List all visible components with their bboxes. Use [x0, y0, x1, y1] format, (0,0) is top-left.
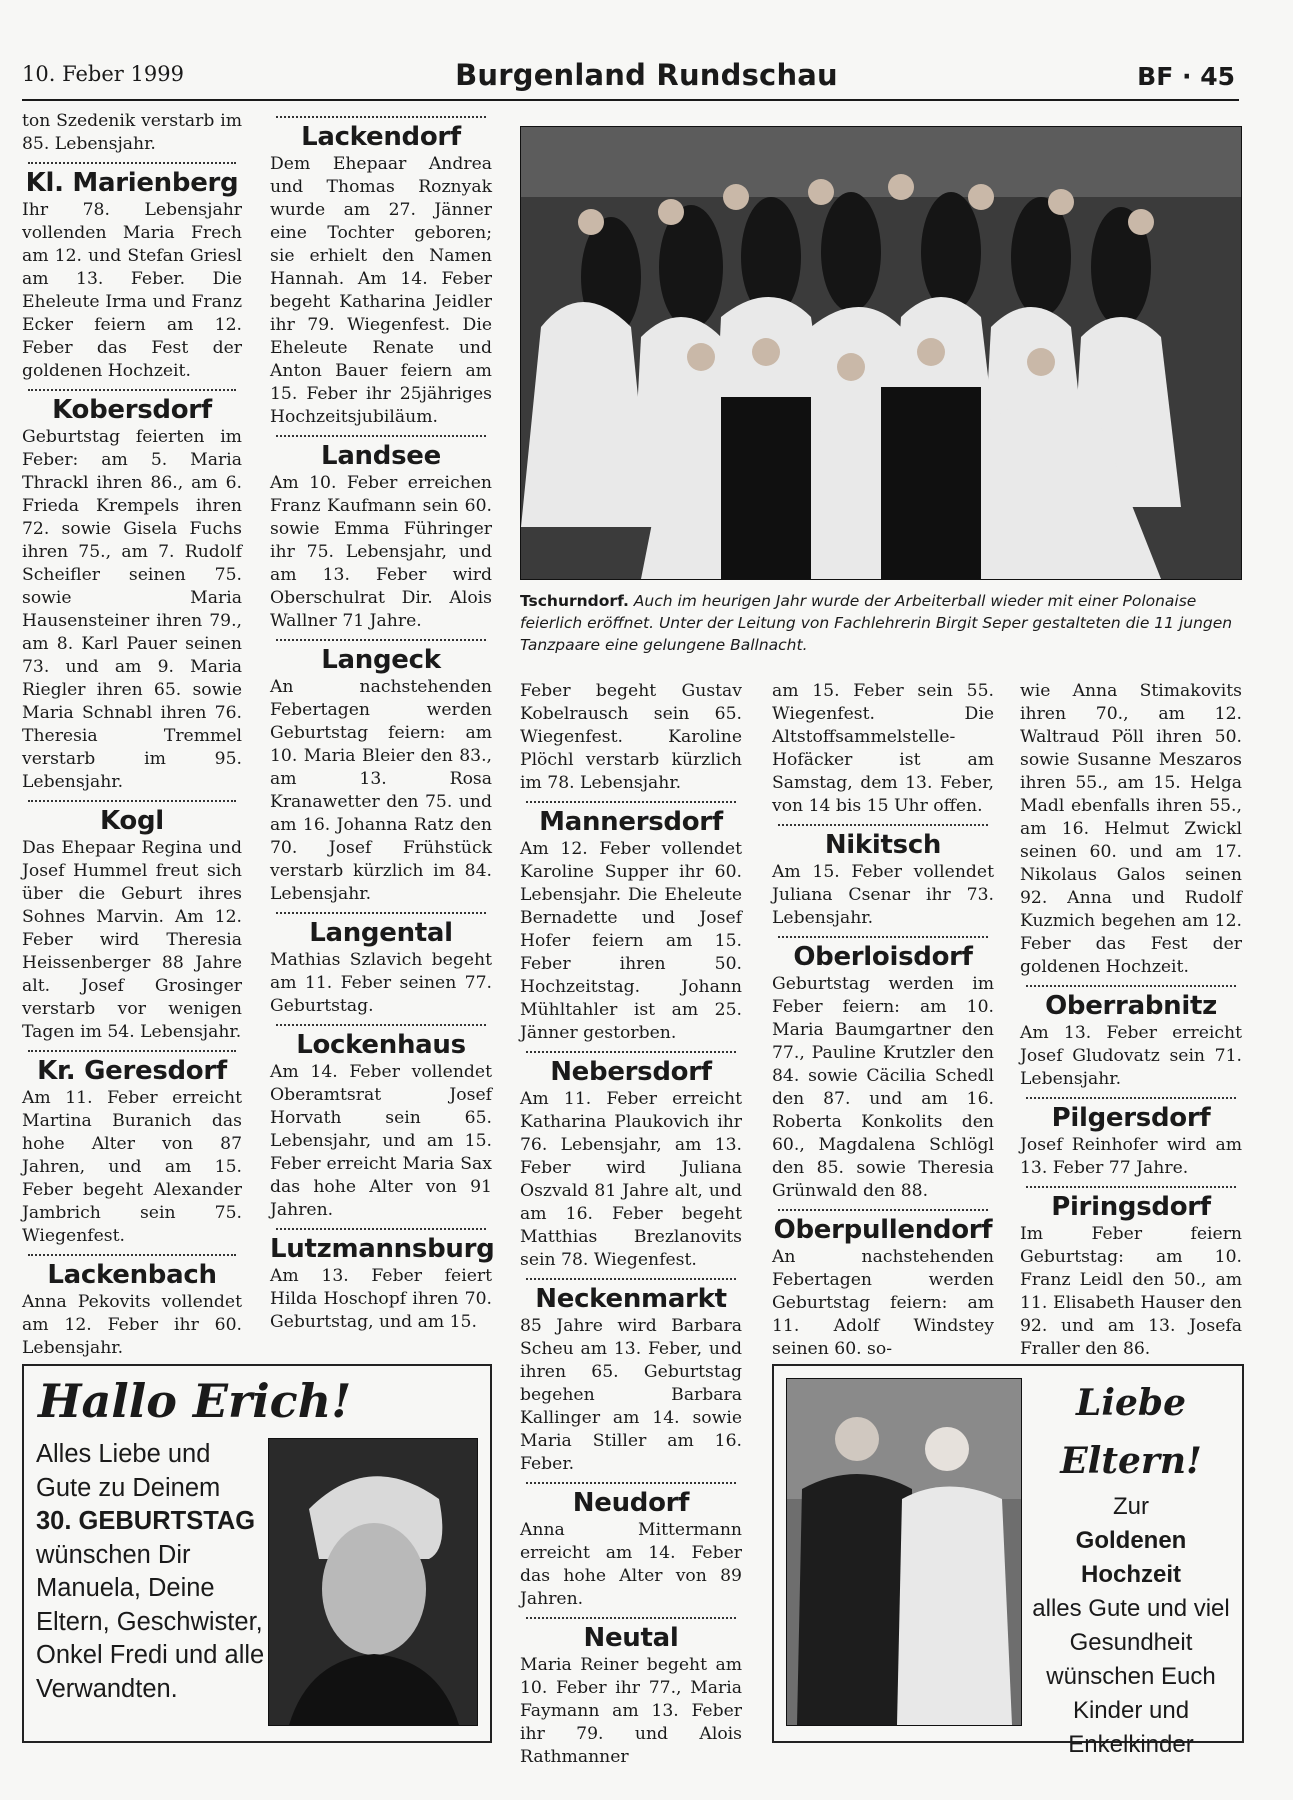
caption-text: Auch im heurigen Jahr wurde der Arbeiterball wieder mit einer Polonaise feierlich eröffnet. Unter der Leitung von Fachlehrerin Birgit Seper gestalteten die 11 jungen Tanzpaare eine gelungene Ballnacht. [520, 592, 1233, 654]
town-notice-text: Geburtstag werden im Feber feiern: am 10. Maria Baumgartner den 77., Pauline Krutzler den 84. sowie Cäcilia Schedl den 87. und am 16. Roberta Konkolits den 60., Magdalena Schlögl den 85. sowie Theresia Grünwald den 88. [772, 974, 994, 1201]
dotted-separator [526, 1278, 736, 1280]
dotted-separator [28, 162, 236, 164]
newspaper-title: Burgenland Rundschau [455, 58, 838, 92]
column-1 [22, 110, 242, 1360]
birthday-ad-line3: wünschen Dir Manuela, Deine Eltern, Geschwister, Onkel Fredi und alle Verwandten. [36, 1540, 265, 1703]
birthday-ad-headline: Hallo Erich! [38, 1374, 352, 1428]
town-notice-text: Am 13. Feber feiert Hilda Hoschopf ihren 70. Geburtstag, und am 15. [270, 1266, 492, 1332]
town-heading: Mannersdorf [539, 807, 723, 837]
town-notice-text: An nachstehenden Febertagen werden Geburtstag feiern: am 10. Maria Bleier den 83., am 13. Rosa Kranawetter den 75. und am 16. Johanna Ratz den 70. Josef Frühstück verstarb kürzlich im 84. Lebensjahr. [270, 677, 492, 904]
town-notice-text: am 15. Feber sein 55. Wiegenfest. Die Altstoffsammelstelle-Hofäcker ist am Samstag, dem 13. Feber, von 14 bis 15 Uhr offen. [772, 681, 994, 816]
dotted-separator [276, 435, 486, 437]
town-heading: Lutzmannsburg [270, 1234, 495, 1264]
photo-caption [520, 590, 1242, 656]
dotted-separator [1026, 1186, 1236, 1188]
column-5 [1020, 680, 1242, 1361]
town-heading: Kobersdorf [52, 395, 212, 425]
town-heading: Kogl [100, 806, 164, 836]
town-notice-text: Am 12. Feber vollendet Karoline Supper ihr 60. Lebensjahr. Die Eheleute Bernadette und Josef Hofer feiern am 15. Feber ihren 50. Hochzeitstag. Johann Mühltahler ist am 25. Jänner gestorben. [520, 839, 742, 1043]
town-notice-text: Dem Ehepaar Andrea und Thomas Roznyak wurde am 27. Jänner eine Tochter geboren; sie erhielt den Namen Hannah. Am 14. Feber begeht Katharina Jeidler ihr 79. Wiegenfest. Die Eheleute Renate und Anton Bauer feiern am 15. Feber ihr 25jähriges Hochzeitsjubiläum. [270, 154, 492, 427]
anniversary-ad-text [1024, 1490, 1238, 1762]
town-notice-text: Anna Mittermann erreicht am 14. Feber das hohe Alter von 89 Jahren. [520, 1520, 742, 1609]
town-heading: Langental [309, 918, 453, 948]
ball-group-photo [520, 126, 1242, 580]
town-heading: Oberrabnitz [1045, 991, 1217, 1021]
town-notice-text: Am 11. Feber erreicht Katharina Plaukovich ihr 76. Lebensjahr, am 13. Feber wird Juliana Oszvald 81 Jahre alt, und am 16. Feber begeht Matthias Brezlanovits sein 78. Wiegenfest. [520, 1089, 742, 1270]
town-notice-text: 85 Jahre wird Barbara Scheu am 13. Feber, und ihren 65. Geburtstag begehen Barbara Kallinger am 14. sowie Maria Stiller am 16. Feber. [520, 1316, 742, 1474]
dotted-separator [526, 1482, 736, 1484]
dotted-separator [28, 800, 236, 802]
town-notice-text: Am 15. Feber vollendet Juliana Csenar ihr 73. Lebensjahr. [772, 862, 994, 928]
anniversary-ad-line3: alles Gute und viel Gesundheit wünschen Euch Kinder und Enkelkinder [1032, 1595, 1230, 1758]
town-heading: Kl. Marienberg [25, 168, 239, 198]
birthday-ad [22, 1364, 492, 1743]
dotted-separator [526, 1051, 736, 1053]
birthday-ad-line1: Alles Liebe und Gute zu Deinem [36, 1440, 221, 1502]
couple-photo [786, 1378, 1022, 1726]
town-heading: Neckenmarkt [535, 1284, 727, 1314]
town-heading: Neutal [583, 1623, 679, 1653]
dotted-separator [526, 801, 736, 803]
town-notice-text: wie Anna Stimakovits ihren 70., am 12. Waltraud Pöll ihren 50. sowie Susanne Meszaros ihren 55., am 15. Helga Madl ebenfalls ihren 55., am 16. Helmut Zwickl seinen 60. und am 17. Nikolaus Galos seinen 92. Anna und Rudolf Kuzmich begehen am 12. Feber das Fest der goldenen Hochzeit. [1020, 681, 1242, 977]
anniversary-ad-line2: Goldenen Hochzeit [1075, 1527, 1187, 1588]
town-heading: Lackenbach [47, 1260, 217, 1290]
anniversary-ad-line1: Zur [1113, 1493, 1149, 1520]
caption-place: Tschurndorf. [520, 592, 629, 610]
town-heading: Lockenhaus [296, 1030, 466, 1060]
dotted-separator [28, 1254, 236, 1256]
town-notice-text: ton Szedenik verstarb im 85. Lebensjahr. [22, 111, 242, 154]
town-notice-text: Das Ehepaar Regina und Josef Hummel freut sich über die Geburt ihres Sohnes Marvin. Am 12. Feber wird Theresia Heissenberger 88 Jahre alt. Josef Grosinger verstarb vor wenigen Tagen im 54. Lebensjahr. [22, 838, 242, 1042]
town-heading: Oberloisdorf [793, 942, 973, 972]
town-notice-text: Geburtstag feierten im Feber: am 5. Maria Thrackl ihren 86., am 6. Frieda Krempels ihren 72. sowie Gisela Fuchs ihren 75., am 7. Rudolf Scheifler seinen 75. sowie Maria Hausensteiner ihren 79., am 8. Karl Pauer seinen 73. und am 9. Maria Riegler ihren 65. sowie Maria Schnabl ihren 76. Theresia Tremmel verstarb im 95. Lebensjahr. [22, 427, 242, 792]
town-notice-text: Am 14. Feber vollendet Oberamtsrat Josef Horvath sein 65. Lebensjahr, und am 15. Feber erreicht Maria Sax das hohe Alter von 91 Jahren. [270, 1062, 492, 1220]
dotted-separator [276, 1228, 486, 1230]
dotted-separator [28, 1050, 236, 1052]
town-notice-text: Maria Reiner begeht am 10. Feber ihr 77., Maria Faymann am 13. Feber ihr 79. und Alois Rathmanner [520, 1655, 742, 1767]
header-rule [22, 99, 1239, 101]
town-heading: Pilgersdorf [1051, 1103, 1211, 1133]
town-heading: Lackendorf [301, 122, 461, 152]
dotted-separator [778, 1209, 988, 1211]
town-notice-text: Josef Reinhofer wird am 13. Feber 77 Jahre. [1020, 1135, 1242, 1178]
town-notice-text: Am 11. Feber erreicht Martina Buranich das hohe Alter von 87 Jahren, und am 15. Feber begeht Alexander Jambrich sein 75. Wiegenfest. [22, 1088, 242, 1246]
dotted-separator [28, 389, 236, 391]
town-heading: Kr. Geresdorf [37, 1056, 227, 1086]
town-heading: Piringsdorf [1051, 1192, 1211, 1222]
birthday-ad-text [36, 1438, 266, 1706]
town-notice-text: An nachstehenden Febertagen werden Geburtstag feiern: am 11. Adolf Windstey seinen 60. so- [772, 1247, 994, 1359]
dotted-separator [276, 639, 486, 641]
dotted-separator [778, 936, 988, 938]
town-heading: Nikitsch [824, 830, 942, 860]
town-notice-text: Am 13. Feber erreicht Josef Gludovatz sein 71. Lebensjahr. [1020, 1023, 1242, 1089]
town-heading: Neudorf [572, 1488, 690, 1518]
dotted-separator [526, 1617, 736, 1619]
dotted-separator [1026, 1097, 1236, 1099]
column-4 [772, 680, 994, 1361]
town-notice-text: Am 10. Feber erreichen Franz Kaufmann sein 60. sowie Emma Führinger ihr 75. Lebensjahr, und am 13. Feber wird Oberschulrat Dir. Alois Wallner 71 Jahre. [270, 473, 492, 631]
issue-date: 10. Feber 1999 [22, 62, 184, 86]
town-heading: Landsee [321, 441, 441, 471]
column-3 [520, 680, 742, 1769]
anniversary-ad [772, 1364, 1244, 1758]
column-2 [270, 110, 495, 1334]
dotted-separator [276, 1024, 486, 1026]
town-heading: Langeck [321, 645, 441, 675]
town-notice-text: Anna Pekovits vollendet am 12. Feber ihr 60. Lebensjahr. [22, 1292, 242, 1358]
town-notice-text: Feber begeht Gustav Kobelrausch sein 65. Wiegenfest. Karoline Plöchl verstarb kürzlich im 78. Lebensjahr. [520, 681, 742, 793]
town-heading: Oberpullendorf [773, 1215, 993, 1245]
birthday-portrait-photo [268, 1438, 478, 1726]
dotted-separator [276, 116, 486, 118]
town-notice-text: Ihr 78. Lebensjahr vollenden Maria Frech am 12. und Stefan Griesl am 13. Feber. Die Eheleute Irma und Franz Ecker feiern am 12. Feber das Fest der goldenen Hochzeit. [22, 200, 242, 381]
birthday-ad-line2: 30. GEBURTSTAG [36, 1507, 256, 1535]
dotted-separator [778, 824, 988, 826]
town-heading: Nebersdorf [550, 1057, 712, 1087]
dotted-separator [276, 912, 486, 914]
dotted-separator [1026, 985, 1236, 987]
town-notice-text: Im Feber feiern Geburtstag: am 10. Franz Leidl den 50., am 11. Elisabeth Hauser den 92. und am 13. Josefa Fraller den 86. [1020, 1224, 1242, 1359]
page-number: BF · 45 [1137, 62, 1235, 91]
anniversary-ad-headline: Liebe Eltern! [1060, 1382, 1202, 1482]
town-notice-text: Mathias Szlavich begeht am 11. Feber seinen 77. Geburtstag. [270, 950, 492, 1016]
